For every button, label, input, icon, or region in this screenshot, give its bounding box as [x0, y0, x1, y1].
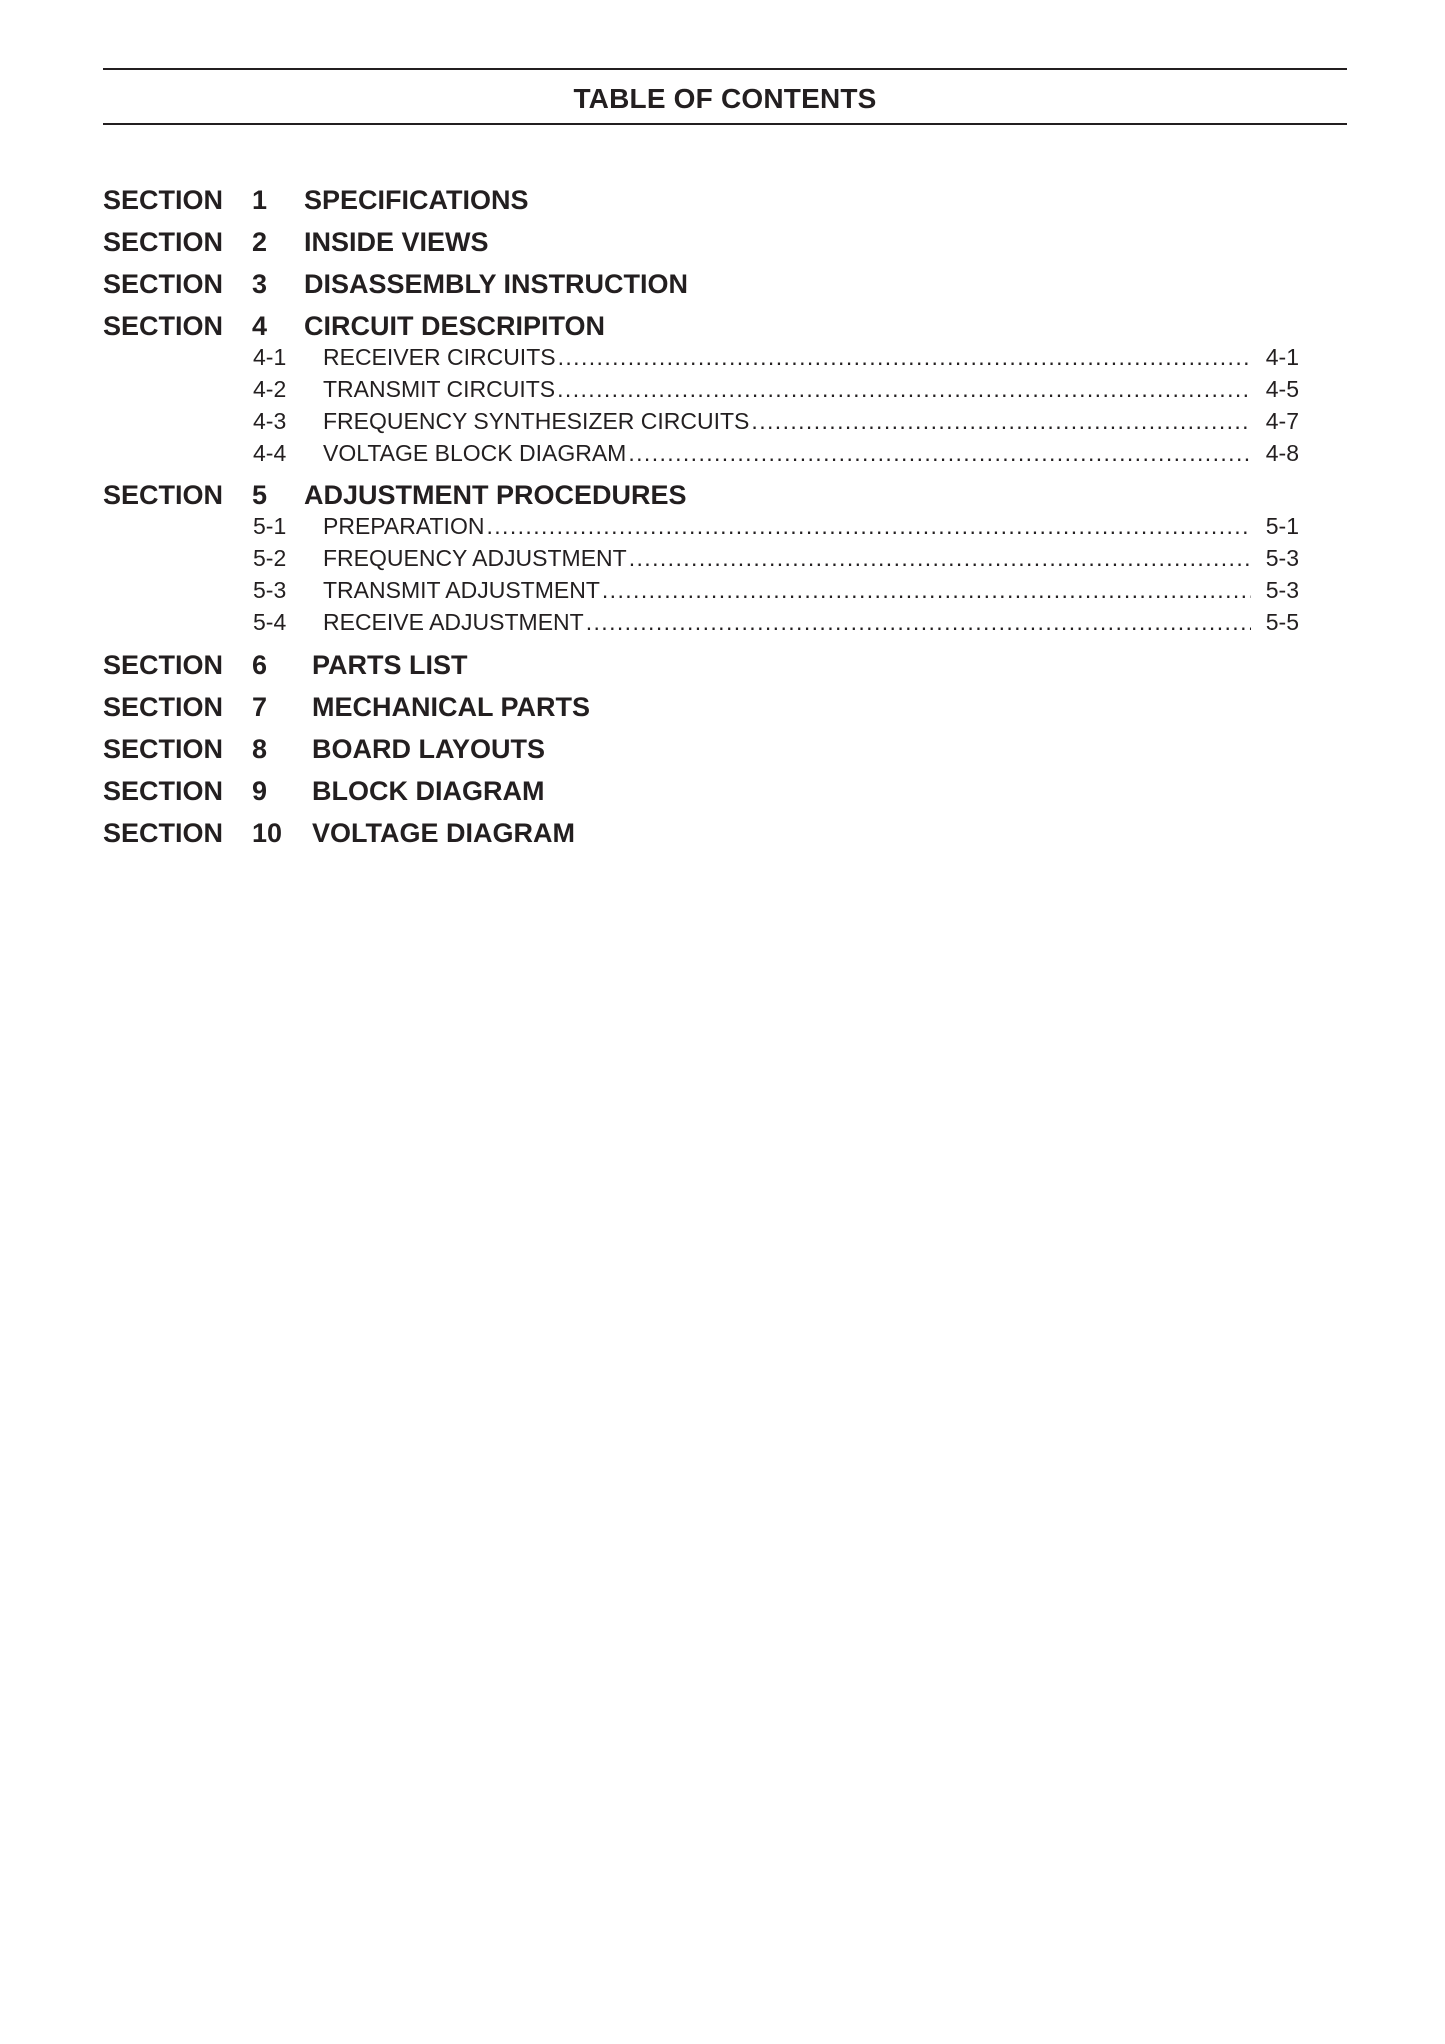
item-number: 5-2: [253, 545, 287, 571]
item-number: 5-4: [253, 609, 287, 635]
section-number: 9: [252, 776, 268, 806]
toc-item-5-1[interactable]: [253, 511, 1299, 541]
section-number: 3: [252, 269, 268, 299]
section-number: 2: [252, 227, 268, 257]
section-number: 10: [252, 818, 283, 848]
item-title: VOLTAGE BLOCK DIAGRAM: [323, 440, 627, 466]
item-title: FREQUENCY ADJUSTMENT: [323, 545, 627, 571]
section-number: 5: [252, 480, 268, 510]
item-title: FREQUENCY SYNTHESIZER CIRCUITS: [323, 408, 750, 434]
section-label: SECTION: [103, 776, 224, 806]
toc-item-4-4[interactable]: [253, 438, 1299, 468]
toc-item-5-3[interactable]: [253, 575, 1299, 605]
item-page: 5-3: [1265, 577, 1299, 603]
toc-item-4-2[interactable]: [253, 374, 1299, 404]
item-number: 4-1: [253, 344, 287, 370]
dot-leader: [558, 342, 1251, 372]
item-page: 4-1: [1265, 344, 1299, 370]
dot-leader: [586, 607, 1251, 637]
toc-item-5-4[interactable]: [253, 607, 1299, 637]
section-title: MECHANICAL PARTS: [312, 692, 591, 722]
section-number: 6: [252, 650, 268, 680]
section-title: BLOCK DIAGRAM: [312, 776, 545, 806]
item-number: 5-1: [253, 513, 287, 539]
section-title: ADJUSTMENT PROCEDURES: [304, 480, 687, 510]
section-label: SECTION: [103, 480, 224, 510]
dot-leader: [557, 374, 1251, 404]
item-title: TRANSMIT ADJUSTMENT: [323, 577, 600, 603]
section-label: SECTION: [103, 650, 224, 680]
section-label: SECTION: [103, 692, 224, 722]
header-rule-bottom: [103, 123, 1347, 125]
dot-leader: [486, 511, 1251, 541]
page-title: TABLE OF CONTENTS: [573, 83, 877, 114]
header-rule-top: [103, 68, 1347, 70]
section-title: PARTS LIST: [312, 650, 468, 680]
item-page: 5-5: [1265, 609, 1299, 635]
item-page: 4-7: [1265, 408, 1299, 434]
dot-leader: [751, 406, 1251, 436]
section-label: SECTION: [103, 818, 224, 848]
section-title: DISASSEMBLY INSTRUCTION: [304, 269, 689, 299]
section-label: SECTION: [103, 311, 224, 341]
item-page: 4-8: [1265, 440, 1299, 466]
item-number: 4-3: [253, 408, 287, 434]
item-page: 5-1: [1265, 513, 1299, 539]
section-number: 4: [252, 311, 268, 341]
item-title: RECEIVER CIRCUITS: [323, 344, 556, 370]
section-title: CIRCUIT DESCRIPITON: [304, 311, 606, 341]
toc-item-4-1[interactable]: [253, 342, 1299, 372]
item-page: 5-3: [1265, 545, 1299, 571]
dot-leader: [629, 543, 1251, 573]
item-number: 5-3: [253, 577, 287, 603]
item-title: PREPARATION: [323, 513, 485, 539]
dot-leader: [628, 438, 1251, 468]
section-title: INSIDE VIEWS: [304, 227, 489, 257]
toc-item-4-3[interactable]: [253, 406, 1299, 436]
section-title: BOARD LAYOUTS: [312, 734, 546, 764]
dot-leader: [602, 575, 1251, 605]
section-label: SECTION: [103, 185, 224, 215]
section-label: SECTION: [103, 227, 224, 257]
toc-item-5-2[interactable]: [253, 543, 1299, 573]
item-title: RECEIVE ADJUSTMENT: [323, 609, 584, 635]
item-title: TRANSMIT CIRCUITS: [323, 376, 556, 402]
item-number: 4-4: [253, 440, 287, 466]
section-number: 1: [252, 185, 268, 215]
section-label: SECTION: [103, 269, 224, 299]
item-page: 4-5: [1265, 376, 1299, 402]
section-title: SPECIFICATIONS: [304, 185, 529, 215]
section-label: SECTION: [103, 734, 224, 764]
section-number: 8: [252, 734, 268, 764]
section-number: 7: [252, 692, 268, 722]
item-number: 4-2: [253, 376, 287, 402]
section-title: VOLTAGE DIAGRAM: [312, 818, 575, 848]
